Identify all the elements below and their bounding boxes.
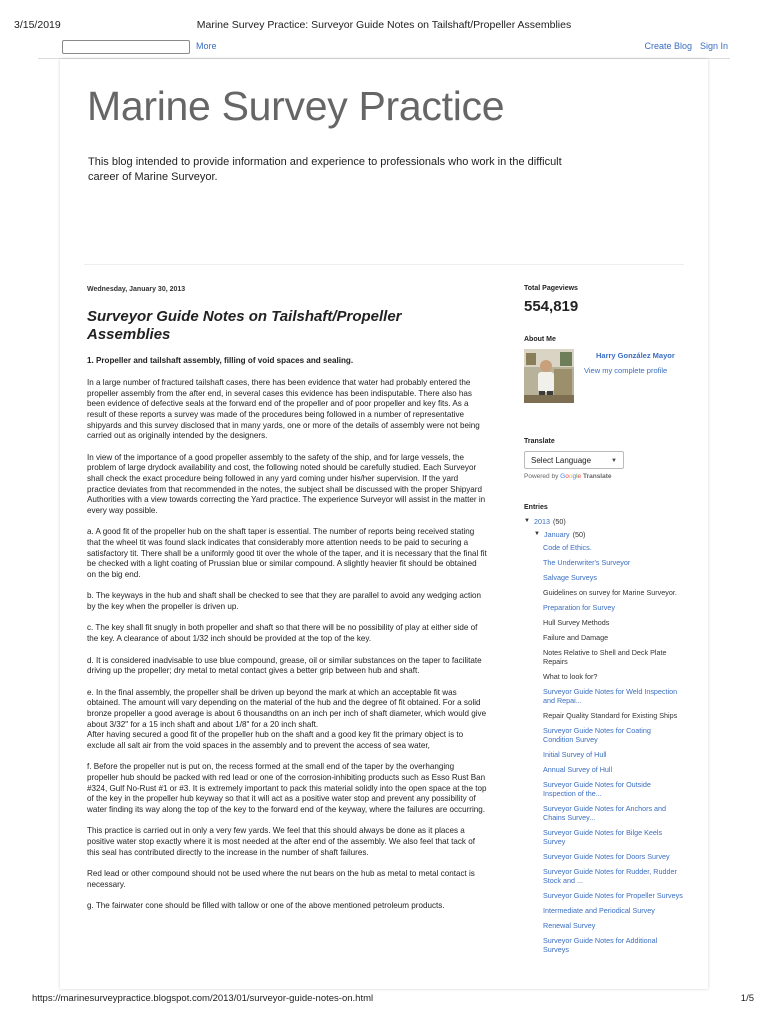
about-me-widget [524, 349, 694, 405]
print-page-number: 1/5 [740, 993, 754, 1004]
archive-post-link[interactable]: Surveyor Guide Notes for Coating Condition Survey [543, 726, 651, 744]
blog-archive [524, 517, 694, 954]
about-me-title: About Me [524, 336, 556, 343]
post-paragraph: a. A good fit of the propeller hub on the shaft taper is essential. The number of reports being received stating that the wheel tit was found slack indicates that considerably more attention needs to be paid to securing a satisfactory tit. There shall be a uniformly good tit over the whole of the taper, and it is necessary that the final fit be checked with a light coating of Prussian blue or similar compound. A slightly heavier fit should be obtained on the big end. [87, 527, 487, 579]
view-profile-link[interactable]: View my complete profile [584, 366, 668, 375]
translate-word: Translate [582, 473, 612, 480]
archive-post-link[interactable]: Hull Survey Methods [543, 618, 610, 627]
archive-post-link[interactable]: Annual Survey of Hull [543, 765, 613, 774]
blog-page [60, 59, 708, 989]
archive-post-link[interactable]: Surveyor Guide Notes for Doors Survey [543, 852, 670, 861]
language-select-value: Select Language [531, 456, 592, 465]
archive-post-link[interactable]: Code of Ethics. [543, 543, 592, 552]
archive-post-link[interactable]: Surveyor Guide Notes for Outside Inspection of the... [543, 780, 651, 798]
archive-month [534, 530, 694, 539]
post-paragraph: f. Before the propeller nut is put on, the recess formed at the small end of the taper by the overhanging propeller hub should be packed with red lead or one of the corrosion-inhibiting products such as Esso Rust Ban #324, Gulf No-Rust #1 or #3. It is extremely important to pack this material solidly into the open space at the top of the key in the propeller hub keyway so that it will act as a positive water stop and prevent any possibility of water finding its way along the top of the key to the forward end of the keyway, where the failures are occurring. [87, 762, 487, 814]
create-blog-link[interactable]: Create Blog [644, 41, 692, 51]
archive-post-link[interactable]: Failure and Damage [543, 633, 609, 642]
navbar-search-input[interactable] [62, 40, 190, 54]
google-logo: Google [560, 473, 582, 480]
sign-in-link[interactable]: Sign In [699, 41, 728, 51]
post-paragraph: In view of the importance of a good propeller assembly to the safety of the ship, and for large vessels, the problem of large drydock availability and cost, the following noted should be carefully studied. Each Surveyor shall check the exact procedure being followed in any yard coming under his/her supervision. If the yard practice deviates from that recommended in the notes, the subject shall be discussed with the proper Shipyard Authorities with a view towards correcting the Yard practice. The experience Surveyor will assist in the matter in every way possible. [87, 452, 486, 515]
archive-post-link[interactable]: Surveyor Guide Notes for Additional Surveys [543, 936, 658, 954]
archive-post-link[interactable]: Renewal Survey [543, 921, 596, 930]
archive-post-link[interactable]: Surveyor Guide Notes for Weld Inspection and Repai... [543, 687, 678, 705]
post-paragraph: g. The fairwater cone should be filled with tallow or one of the above mentioned petroleum products. [87, 901, 445, 911]
entries-title: Entries [524, 504, 548, 511]
expand-toggle-icon[interactable]: ▼ [534, 531, 540, 537]
print-date: 3/15/2019 [14, 19, 61, 31]
post-body [87, 378, 487, 912]
archive-post-link[interactable]: Surveyor Guide Notes for Anchors and Chains Survey... [543, 804, 667, 822]
post-paragraph: In a large number of fractured tailshaft cases, there has been evidence that water had probably entered the propeller assembly from the after end, in several cases this evidence has been indisputable. There also has been evidence of defective seals at the forward end of the propeller and of poor propeller and key fits. As a result of these reports a survey was made of the procedures being followed in a number of representative shipyards and this survey disclosed that in many yards, one or more of the details of assembly were not being carried out as originally intended by the designers. [87, 378, 480, 441]
powered-by-google [524, 473, 694, 480]
post-paragraph: b. The keyways in the hub and shaft shall be checked to see that they are parallel to avoid any wedging action by the key when the propeller is driven up. [87, 591, 481, 611]
archive-post-link[interactable]: What to look for? [543, 672, 598, 681]
sidebar [524, 285, 694, 960]
post-paragraph: e. In the final assembly, the propeller shall be driven up beyond the mark at which an acceptable fit was obtained. The amount will vary depending on the material of the hub and the degree of fit obtained. For a solid bronze propeller a good average is about 6 thousandths on an inch per inch of shaft diameter, which would give about 3/32" for a 15 inch shaft and about 1/8" for a 20 inch shaft. After having secured a good fit of the propeller hub on the shaft and a good key fit the primary object is to exclude all salt air from the void spaces in the assembly and to prevent the access of sea water, [87, 687, 487, 750]
print-header [0, 0, 768, 30]
header-divider [84, 264, 684, 265]
post-date: Wednesday, January 30, 2013 [87, 286, 186, 293]
archive-post-link[interactable]: Initial Survey of Hull [543, 750, 607, 759]
archive-post-link[interactable]: Surveyor Guide Notes for Bilge Keels Survey [543, 828, 663, 846]
language-select[interactable] [524, 451, 624, 469]
archive-post-link[interactable]: Notes Relative to Shell and Deck Plate Repairs [543, 648, 667, 666]
print-page-title: Marine Survey Practice: Surveyor Guide Notes on Tailshaft/Propeller Assemblies [196, 19, 572, 31]
chevron-down-icon: ▼ [611, 458, 617, 464]
expand-toggle-icon[interactable]: ▼ [524, 518, 530, 524]
avatar[interactable] [524, 349, 574, 403]
translate-title: Translate [524, 438, 555, 445]
post-title[interactable]: Surveyor Guide Notes on Tailshaft/Propeller Assemblies [87, 307, 402, 343]
archive-month-count: (50) [572, 530, 586, 539]
blogger-navbar [38, 38, 730, 58]
blog-title[interactable]: Marine Survey Practice [87, 83, 505, 129]
archive-post-list [524, 543, 694, 954]
post-paragraph: Red lead or other compound should not be used where the nut bears on the hub as metal to metal contact is necessary. [87, 869, 475, 889]
archive-year-count: (50) [553, 517, 566, 526]
post-section-heading: 1. Propeller and tailshaft assembly, filling of void spaces and sealing. [87, 355, 354, 365]
archive-post-link[interactable]: Repair Quality Standard for Existing Ships [543, 711, 678, 720]
archive-post-link[interactable]: Guidelines on survey for Marine Surveyor. [543, 588, 677, 597]
post-paragraph: This practice is carried out in only a very few yards. We feel that this should always be done as it places a positive water stop exactly where it is most needed at the after end of the assembly. We also feel that tack of this seal has contributed directly to the increase in the number of shaft failures. [87, 826, 475, 857]
archive-year-link[interactable]: 2013 [534, 517, 550, 526]
print-url: https://marinesurveypractice.blogspot.com/2013/01/surveyor-guide-notes-on.html [32, 993, 374, 1004]
archive-post-link[interactable]: Surveyor Guide Notes for Propeller Surveys [543, 891, 683, 900]
archive-month-link[interactable]: January [544, 530, 570, 539]
archive-year [524, 517, 694, 526]
pageviews-title: Total Pageviews [524, 285, 578, 292]
powered-by-label: Powered by [524, 473, 559, 480]
blog-description: This blog intended to provide information and experience to professionals who work in the difficult career of Marine Surveyor. [88, 156, 562, 183]
pageviews-count: 554,819 [524, 298, 579, 315]
post-paragraph: c. The key shall fit snugly in both propeller and shaft so that there will be no possibility of play at either side of the key. A clearance of about 1/32 inch should be provided at the top of the key. [87, 623, 478, 644]
archive-post-link[interactable]: Intermediate and Periodical Survey [543, 906, 655, 915]
archive-post-link[interactable]: Salvage Surveys [543, 573, 597, 582]
archive-post-link[interactable]: Surveyor Guide Notes for Rudder, Rudder Stock and ... [543, 867, 677, 885]
profile-name-link[interactable]: Harry González Mayor [596, 351, 675, 360]
archive-post-link[interactable]: The Underwriter's Surveyor [543, 558, 631, 567]
post-paragraph: d. It is considered inadvisable to use blue compound, grease, oil or similar substances on the taper to facilitate driving up the propeller; dry metal to metal contact gives a better grip between hub and shaft. [87, 655, 482, 676]
navbar-more-link[interactable]: More [196, 41, 217, 51]
archive-post-link[interactable]: Preparation for Survey [543, 603, 615, 612]
post-column [87, 285, 487, 923]
